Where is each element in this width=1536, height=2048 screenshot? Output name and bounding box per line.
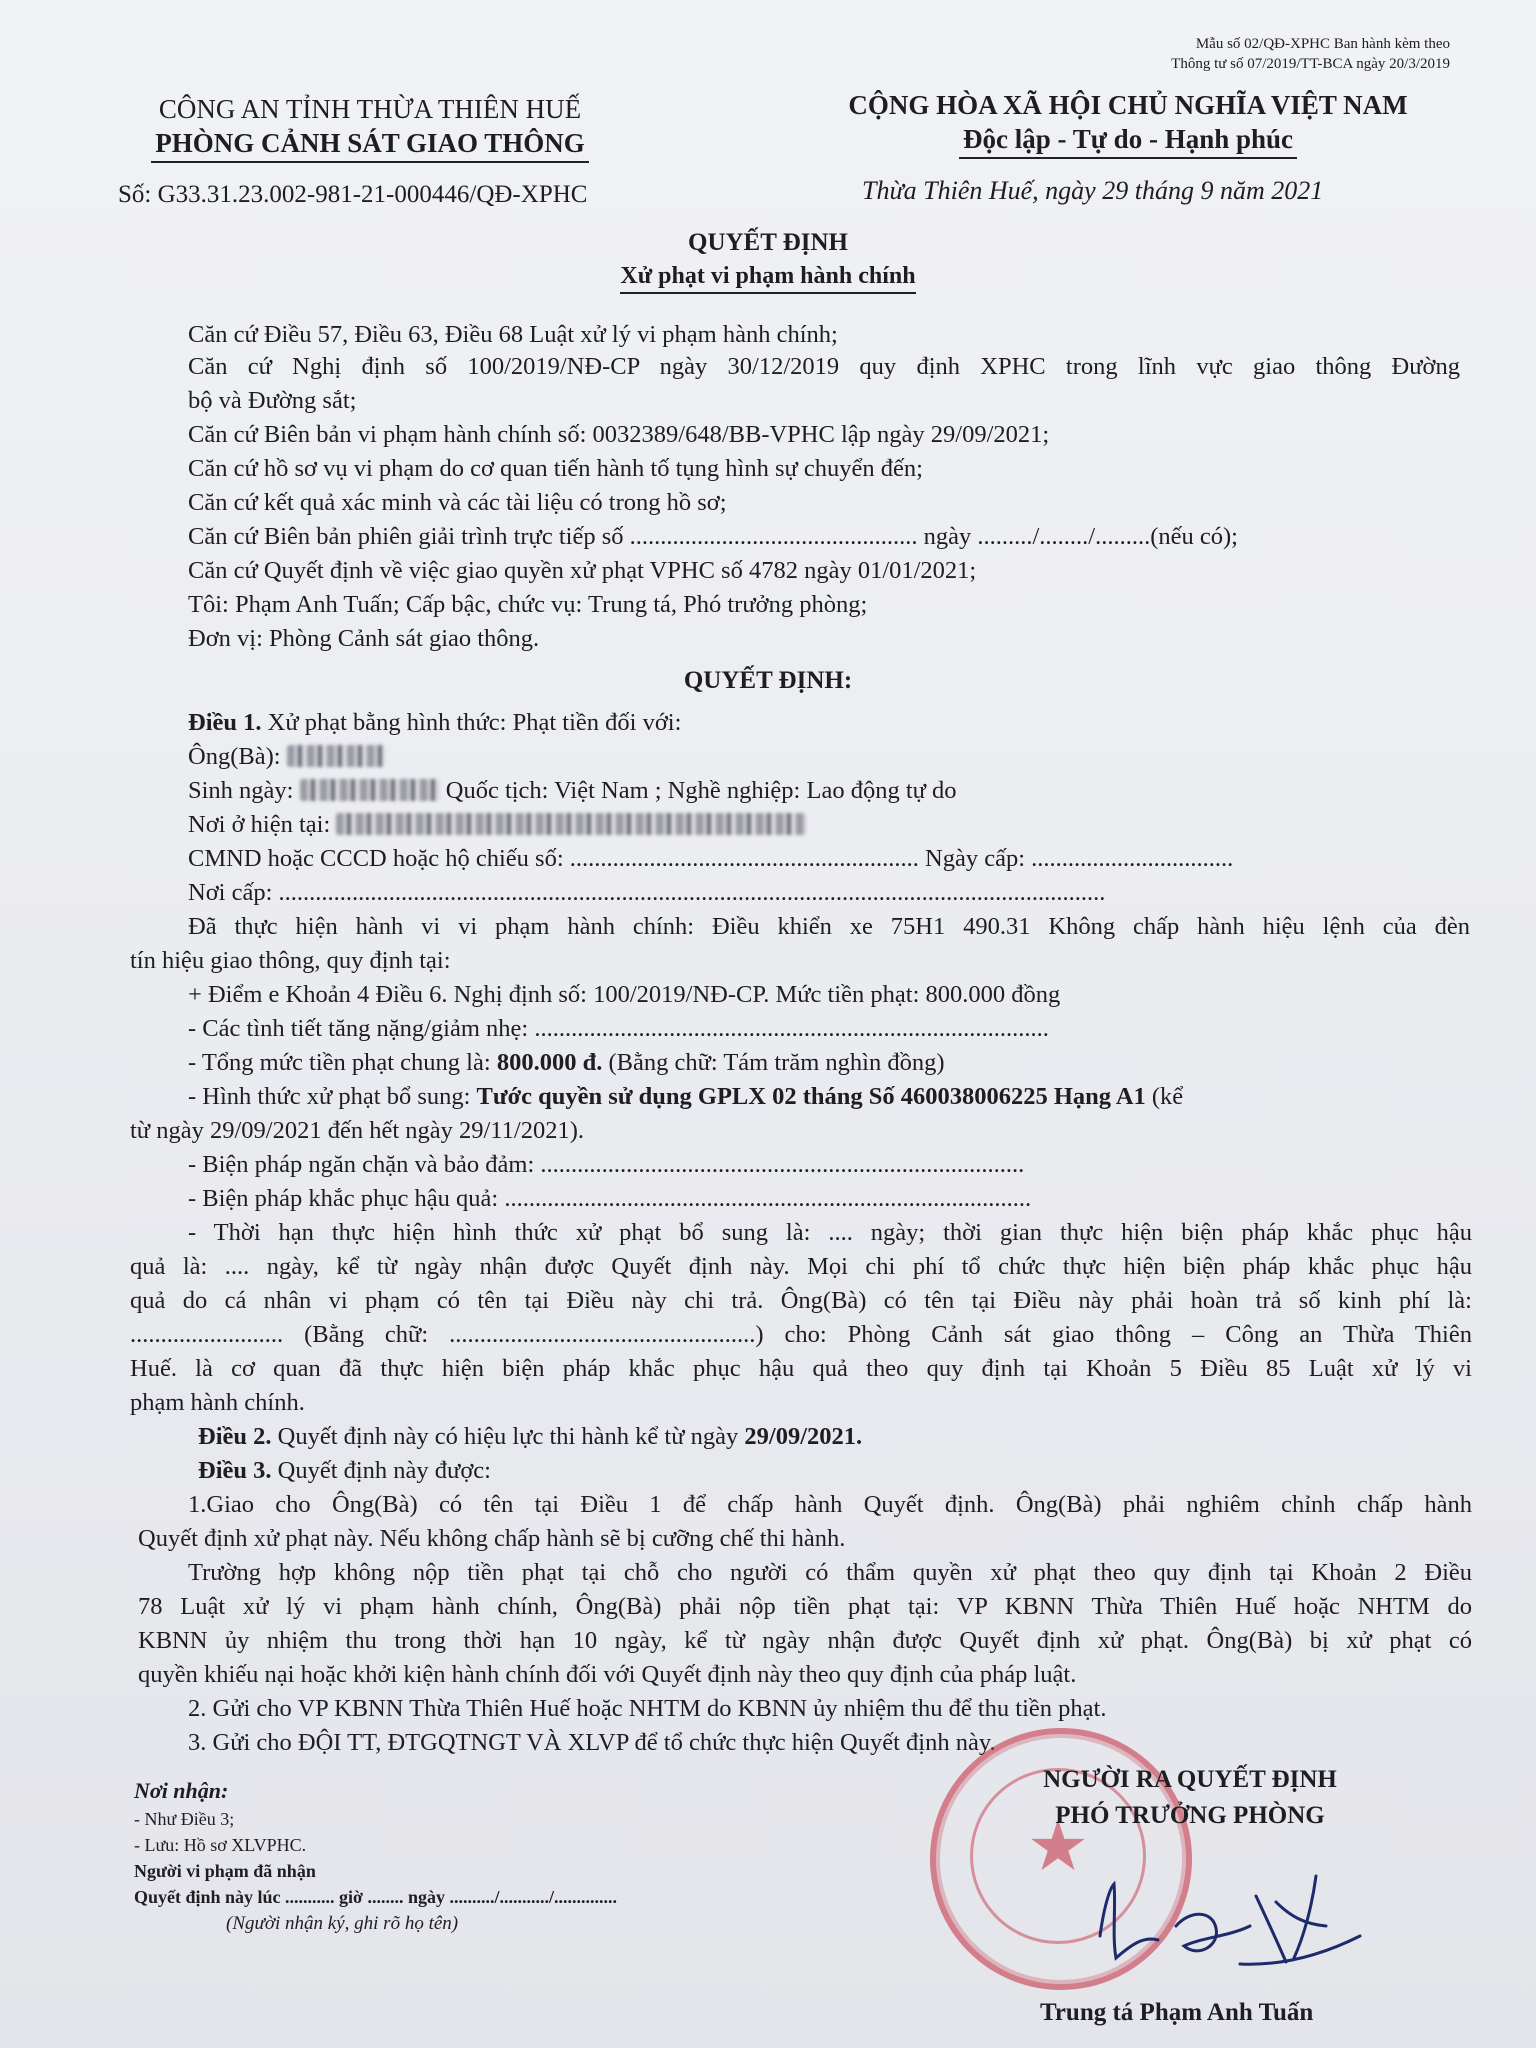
term-line: quả do cá nhân vi phạm có tên tại Điều này chi trả. Ông(Bà) có tên tại Điều này phải hoàn trả số kinh phí là: [130, 1287, 1472, 1314]
signer-title: PHÓ TRƯỞNG PHÒNG [1055, 1802, 1325, 1829]
article1-heading [188, 706, 681, 740]
national-motto: Độc lập - Tự do - Hạnh phúc [959, 122, 1297, 159]
name-label: Ông(Bà): [188, 743, 281, 770]
violation-line: tín hiệu giao thông, quy định tại: [130, 947, 451, 974]
issuer-department: PHÒNG CẢNH SÁT GIAO THÔNG [151, 126, 589, 163]
birth-line [188, 774, 957, 808]
extra-suffix: (kể [1151, 1083, 1184, 1110]
nationality-job: Quốc tịch: Việt Nam ; Nghề nghiệp: Lao động tự do [445, 777, 957, 804]
issue-place-line: Nơi cấp: ....................................................................................................................................... [188, 879, 1106, 906]
recipient-item: - Như Điều 3; [134, 1809, 235, 1829]
address-label: Nơi ở hiện tại: [188, 811, 331, 838]
article3-line: 3. Gửi cho ĐỘI TT, ĐTGQTNGT VÀ XLVP để tổ chức thực hiện Quyết định này. [188, 1729, 996, 1756]
received-note: (Người nhận ký, ghi rõ họ tên) [226, 1913, 459, 1934]
remedy-line: - Biện pháp khắc phục hậu quả: ...................................................................................... [188, 1185, 1032, 1212]
article3-line: KBNN ủy nhiệm thu trong thời hạn 10 ngày, kể từ ngày nhận được Quyết định xử phạt. Ông(Bà) bị xử phạt có [138, 1627, 1472, 1654]
form-note-line2: Thông tư số 07/2019/TT-BCA ngày 20/3/2019 [1171, 56, 1450, 72]
term-line: Huế. là cơ quan đã thực hiện biện pháp khắc phục hậu quả theo quy định tại Khoản 5 Điều 85 Luật xử lý vi [130, 1355, 1472, 1382]
basis-line: Căn cứ Nghị định số 100/2019/NĐ-CP ngày 30/12/2019 quy định XPHC trong lĩnh vực giao thông Đường [188, 353, 1460, 380]
total-words: (Bằng chữ: Tám trăm nghìn đồng) [608, 1049, 945, 1076]
additional-penalty-line: từ ngày 29/09/2021 đến hết ngày 29/11/2021). [130, 1117, 584, 1144]
form-note-line1: Mẫu số 02/QĐ-XPHC Ban hành kèm theo [1195, 36, 1450, 52]
recipients-heading: Nơi nhận: [134, 1778, 229, 1803]
article2-date: 29/09/2021. [744, 1423, 863, 1450]
total-amount: 800.000 đ. [496, 1049, 603, 1076]
article3-line: 1.Giao cho Ông(Bà) có tên tại Điều 1 để chấp hành Quyết định. Ông(Bà) phải nghiêm chỉnh chấp hành [188, 1491, 1472, 1518]
title-main: QUYẾT ĐỊNH [688, 229, 848, 256]
birth-label: Sinh ngày: [188, 777, 294, 804]
basis-line: Căn cứ hồ sơ vụ vi phạm do cơ quan tiến hành tố tụng hình sự chuyển đến; [188, 455, 923, 482]
article3-line: Quyết định xử phạt này. Nếu không chấp hành sẽ bị cưỡng chế thi hành. [138, 1525, 846, 1552]
additional-penalty-line [188, 1080, 1183, 1114]
article3-line: 2. Gửi cho VP KBNN Thừa Thiên Huế hoặc NHTM do KBNN ủy nhiệm thu để thu tiền phạt. [188, 1695, 1107, 1722]
recipient-item: - Lưu: Hồ sơ XLVPHC. [134, 1835, 307, 1855]
extra-prefix: - Hình thức xử phạt bổ sung: [188, 1083, 471, 1110]
redacted-name [287, 745, 385, 767]
article1-label: Điều 1. [188, 709, 262, 736]
signer-role: NGƯỜI RA QUYẾT ĐỊNH [1043, 1766, 1337, 1793]
basis-line: Căn cứ Quyết định về việc giao quyền xử phạt VPHC số 4782 ngày 01/01/2021; [188, 557, 977, 584]
article3-text: Quyết định này được: [277, 1457, 491, 1484]
decision-number: Số: G33.31.23.002-981-21-000446/QĐ-XPHC [118, 181, 588, 208]
redacted-address [336, 813, 806, 835]
extra-bold: Tước quyền sử dụng GPLX 02 tháng Số 460038006225 Hạng A1 [476, 1083, 1146, 1110]
prevent-line: - Biện pháp ngăn chặn và bảo đảm: ............................................................................... [188, 1151, 1025, 1178]
star-icon: ★ [1026, 1805, 1090, 1887]
article2-text: Quyết định này có hiệu lực thi hành kể từ ngày [277, 1423, 739, 1450]
clause-line: + Điểm e Khoản 4 Điều 6. Nghị định số: 100/2019/NĐ-CP. Mức tiền phạt: 800.000 đồng [188, 981, 1061, 1008]
place-date: Thừa Thiên Huế, ngày 29 tháng 9 năm 2021 [862, 176, 1324, 205]
violation-line: Đã thực hiện hành vi vi phạm hành chính: Điều khiển xe 75H1 490.31 Không chấp hành hiệu lệnh của đèn [188, 913, 1470, 940]
basis-line: Căn cứ Biên bản phiên giải trình trực tiếp số ............................................... ngày ........./......../.........(nếu có); [188, 523, 1238, 550]
recipients-block [134, 1776, 854, 1938]
person-name-line [188, 740, 385, 774]
basis-line: Căn cứ kết quả xác minh và các tài liệu có trong hồ sơ; [188, 489, 727, 516]
basis-line: bộ và Đường sắt; [188, 387, 357, 414]
article2-label: Điều 2. [198, 1423, 272, 1450]
article3-heading [198, 1454, 491, 1488]
decision-heading: QUYẾT ĐỊNH: [683, 667, 853, 694]
basis-line: Tôi: Phạm Anh Tuấn; Cấp bậc, chức vụ: Trung tá, Phó trưởng phòng; [188, 591, 868, 618]
basis-line: Căn cứ Biên bản vi phạm hành chính số: 0032389/648/BB-VPHC lập ngày 29/09/2021; [188, 421, 1050, 448]
handwritten-signature [1080, 1866, 1370, 1976]
article1-text: Xử phạt bằng hình thức: Phạt tiền đối với: [267, 709, 682, 736]
received-heading: Người vi phạm đã nhận [134, 1861, 316, 1881]
circumstances-line: - Các tình tiết tăng nặng/giảm nhẹ: .................................................................................... [188, 1015, 1049, 1042]
term-line: phạm hành chính. [130, 1389, 305, 1416]
article3-line: Trường hợp không nộp tiền phạt tại chỗ cho người có thẩm quyền xử phạt theo quy định tại Khoản 2 Điều [188, 1559, 1472, 1586]
basis-line: Đơn vị: Phòng Cảnh sát giao thông. [188, 625, 540, 652]
article3-label: Điều 3. [198, 1457, 272, 1484]
signer-block [990, 1762, 1390, 1834]
term-line: - Thời hạn thực hiện hình thức xử phạt bổ sung là: .... ngày; thời gian thực hiện biện pháp khắc phục hậu [188, 1219, 1472, 1246]
total-prefix: - Tổng mức tiền phạt chung là: [188, 1049, 491, 1076]
term-line: quả là: .... ngày, kể từ ngày nhận được Quyết định này. Mọi chi phí tổ chức thực hiện biện pháp khắc phục hậu [130, 1253, 1472, 1280]
total-fine-line [188, 1046, 944, 1080]
article2 [198, 1420, 862, 1454]
id-line: CMND hoặc CCCD hoặc hộ chiếu số: ......................................................... Ngày cấp: ................................. [188, 845, 1234, 872]
redacted-birthdate [300, 779, 440, 801]
issuer-agency: CÔNG AN TỈNH THỪA THIÊN HUẾ [158, 94, 582, 124]
address-line [188, 808, 806, 842]
country-name: CỘNG HÒA XÃ HỘI CHỦ NGHĨA VIỆT NAM [848, 90, 1408, 120]
basis-line: Căn cứ Điều 57, Điều 63, Điều 68 Luật xử lý vi phạm hành chính; [188, 321, 838, 348]
title-sub: Xử phạt vi phạm hành chính [620, 260, 915, 294]
received-time: Quyết định này lúc ........... giờ ........ ngày ........../.........../.............. [134, 1887, 618, 1907]
article3-line: quyền khiếu nại hoặc khởi kiện hành chính đối với Quyết định này theo quy định của pháp luật. [138, 1661, 1077, 1688]
signer-name: Trung tá Phạm Anh Tuấn [1040, 1999, 1314, 2026]
term-line: ......................... (Bằng chữ: ..................................................) cho: Phòng Cảnh sát giao thông – Công an Thừa Thiên [130, 1321, 1472, 1348]
article3-line: 78 Luật xử lý vi phạm hành chính, Ông(Bà) phải nộp tiền phạt tại: VP KBNN Thừa Thiên Huế hoặc NHTM do [138, 1593, 1472, 1620]
